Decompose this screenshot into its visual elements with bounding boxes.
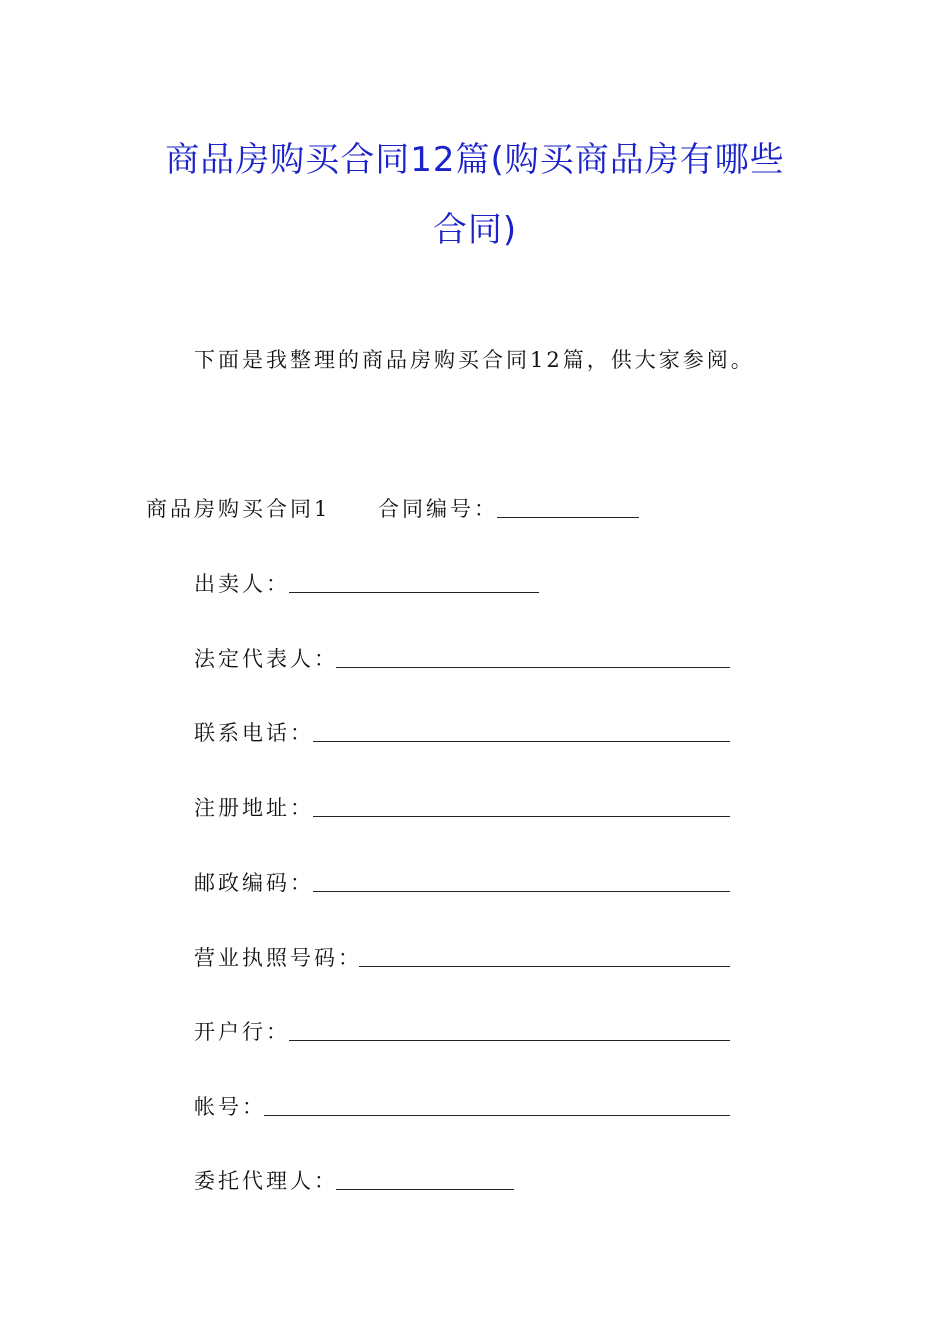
- field-address-label: 注册地址：: [194, 796, 314, 820]
- field-phone-blank: [313, 741, 730, 742]
- field-postcode-blank: [313, 891, 730, 892]
- field-bank-label: 开户行：: [194, 1020, 290, 1044]
- field-legal-rep-blank: [336, 667, 730, 668]
- title-line-2: 合同): [432, 210, 518, 250]
- field-address-blank: [313, 816, 730, 817]
- field-postcode-label: 邮政编码：: [194, 871, 314, 895]
- field-phone-label: 联系电话：: [194, 721, 314, 745]
- contract-number-blank: [497, 517, 639, 518]
- contract-heading: 商品房购买合同1: [146, 497, 331, 521]
- field-license-label: 营业执照号码：: [194, 946, 362, 970]
- field-agent-label: 委托代理人：: [194, 1169, 338, 1193]
- field-seller-blank: [289, 592, 539, 593]
- field-seller-label: 出卖人：: [194, 572, 290, 596]
- intro-text: 下面是我整理的商品房购买合同12篇，供大家参阅。: [194, 348, 755, 372]
- field-license-blank: [359, 966, 730, 967]
- field-agent-blank: [336, 1189, 514, 1190]
- title-line-1: 商品房购买合同12篇(购买商品房有哪些: [165, 140, 785, 180]
- field-account-blank: [264, 1115, 730, 1116]
- field-bank-blank: [289, 1040, 730, 1041]
- field-account-label: 帐号：: [194, 1095, 266, 1119]
- field-legal-rep-label: 法定代表人：: [194, 647, 338, 671]
- contract-number-label: 合同编号：: [378, 497, 498, 521]
